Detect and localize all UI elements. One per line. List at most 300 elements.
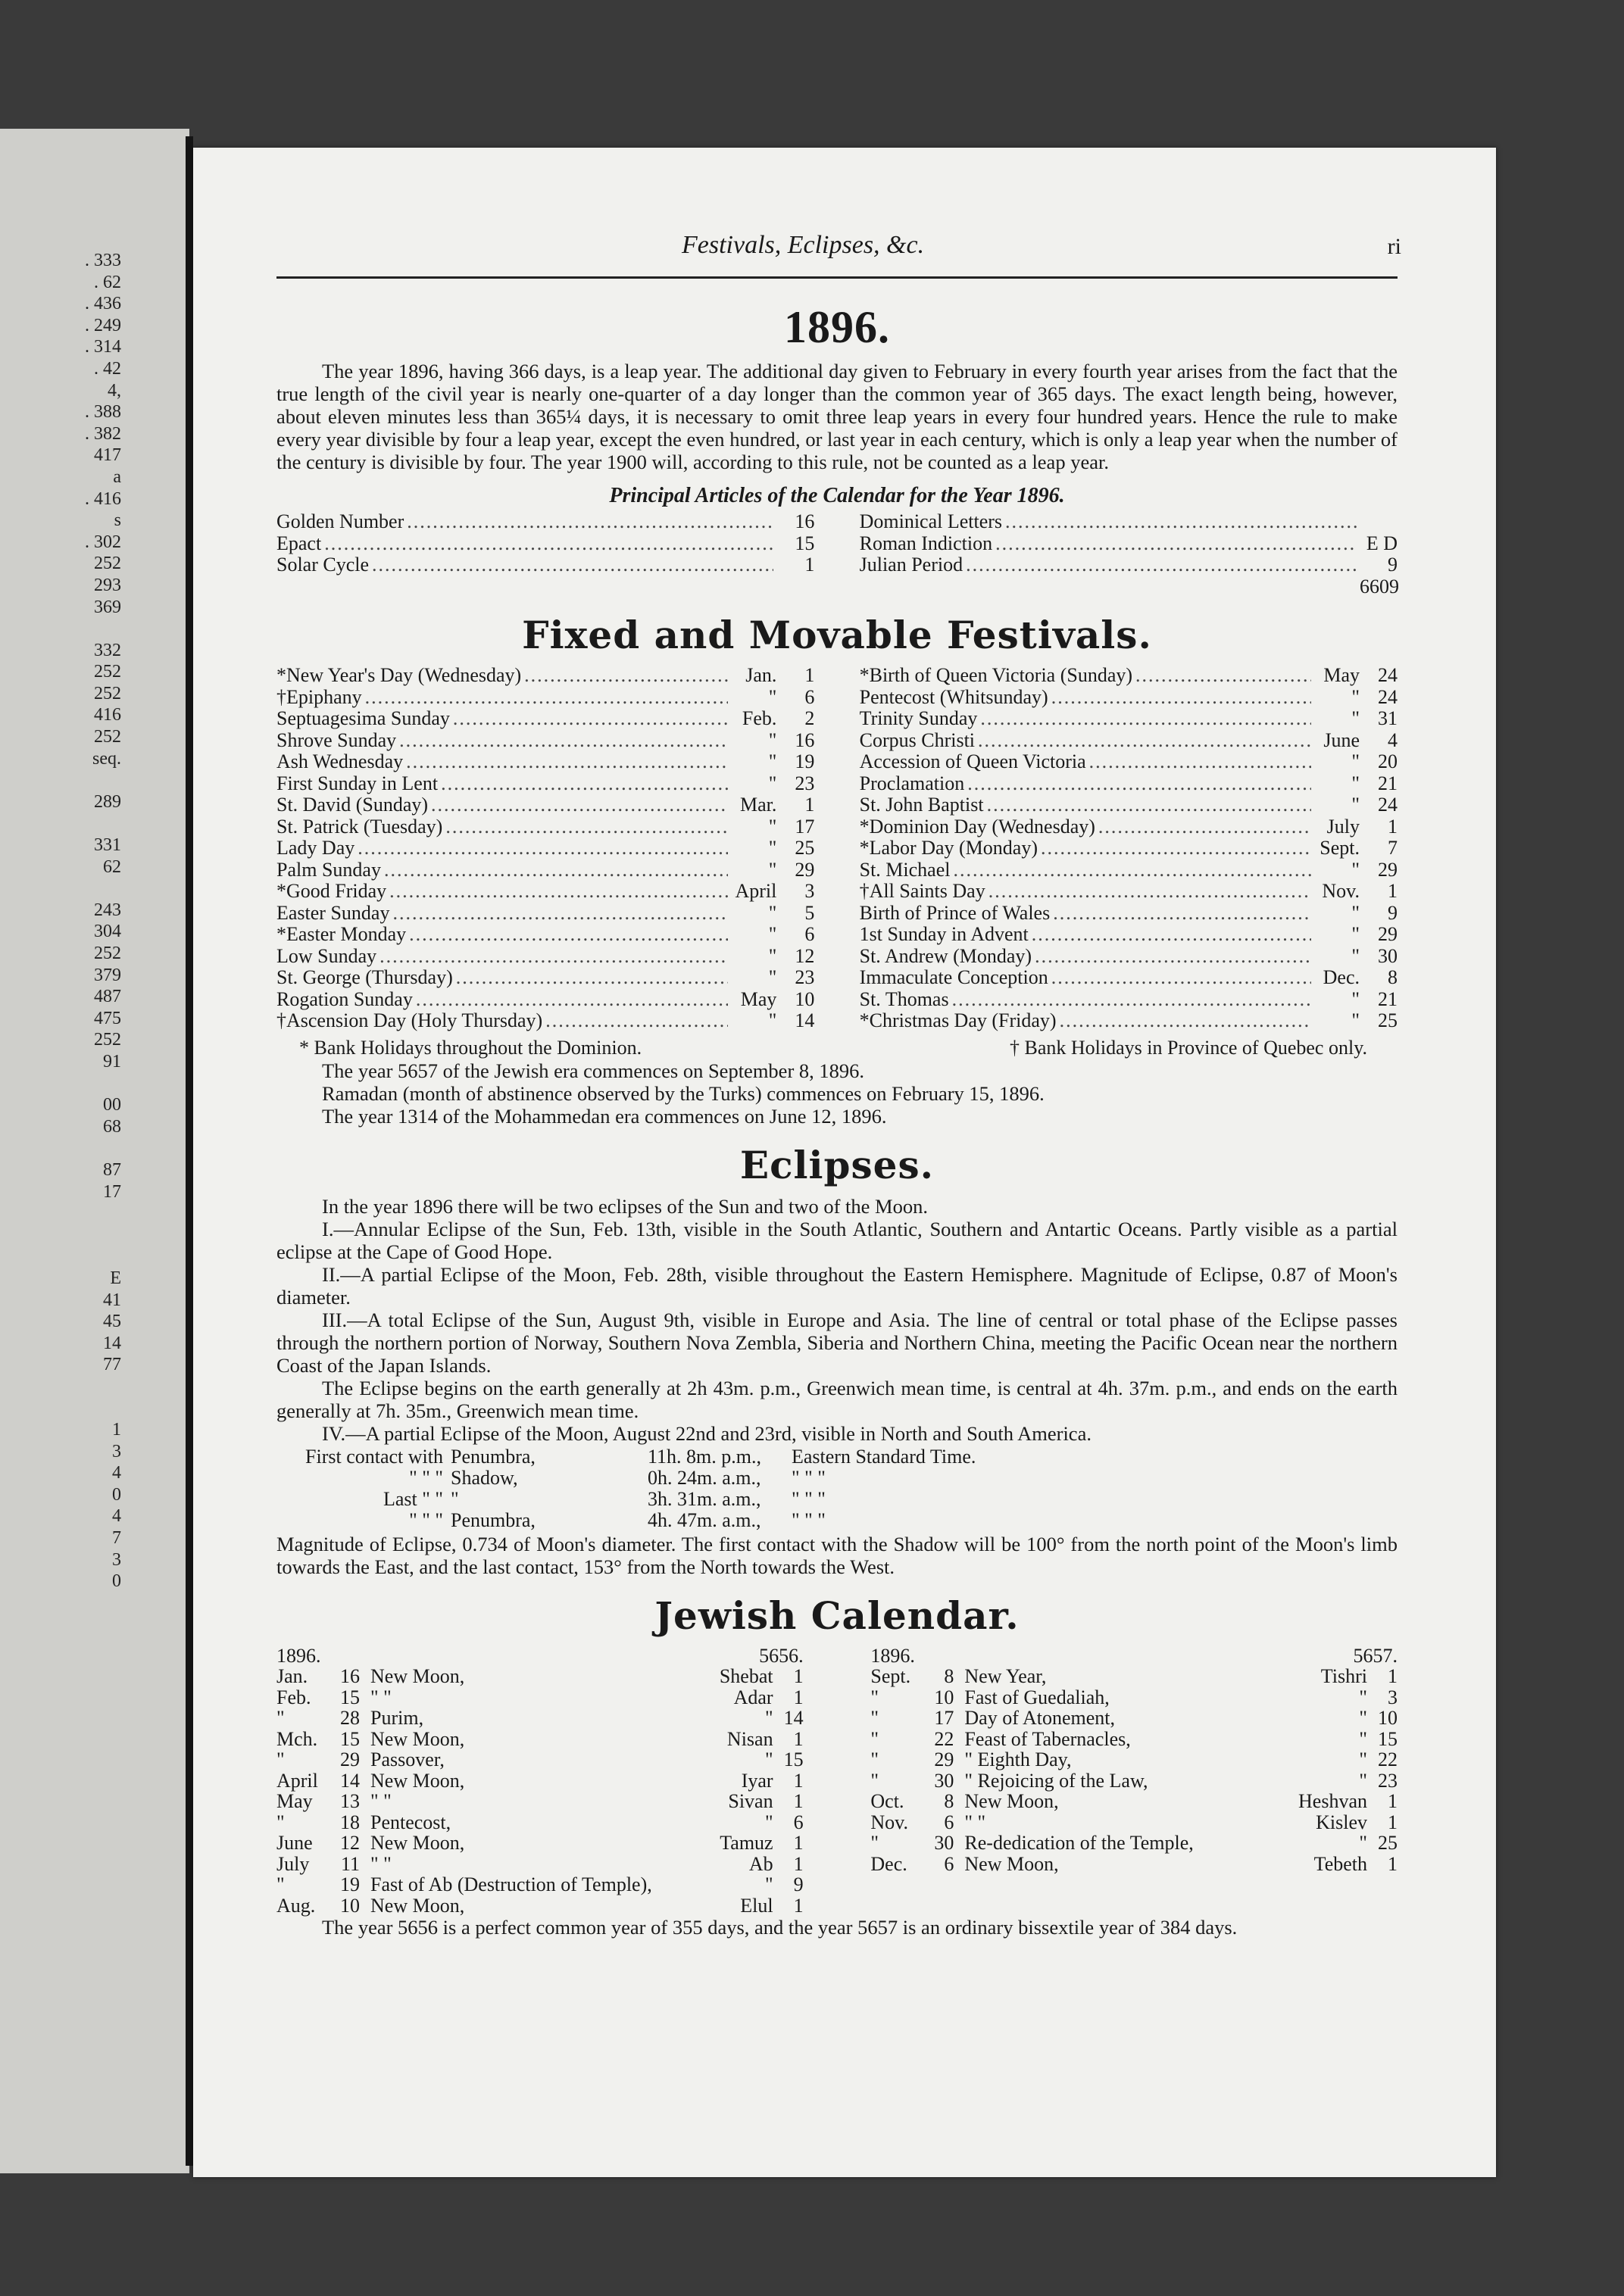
jewish-month: April [276,1769,318,1792]
previous-page-number [0,878,121,900]
festival-month: Dec. [1323,966,1360,988]
contact-label: " " " [409,1508,443,1531]
festival-name: Immaculate Conception [859,966,1048,988]
leader-dots [995,533,1357,555]
jewish-calendar-row [870,1791,1398,1812]
festival-row [276,687,814,709]
festival-month: May [740,987,777,1010]
jewish-left-hebrew-year: 5656. [759,1644,804,1667]
festivals-table [276,665,1398,1032]
jewish-calendar-table [276,1646,1398,1917]
bank-holiday-notes [276,1037,1398,1059]
previous-page-number: 487 [94,987,121,1007]
previous-page-number: 252 [94,554,121,574]
jewish-calendar-row [276,1833,804,1854]
contact-time: 11h. 8m. p.m., [648,1445,761,1468]
contact-label: " " " [409,1466,443,1489]
leader-dots [1051,967,1311,989]
hebrew-day: 22 [1378,1749,1398,1770]
festival-name: †Epiphany [276,685,362,708]
previous-page-number: . 382 [85,423,121,444]
jewish-event: New Moon, [370,1665,465,1687]
previous-page-number: 379 [94,965,121,985]
festival-day: 1 [1388,815,1398,838]
leader-dots [1005,511,1357,533]
previous-page-number: . 388 [85,402,121,423]
leader-dots [416,989,729,1011]
eclipse-four: IV.—A partial Eclipse of the Moon, August 22nd and 23rd, visible in North and South America. [322,1421,1092,1445]
festival-row [860,1010,1398,1032]
jewish-month: " [870,1769,879,1792]
previous-page-number: . 333 [85,251,121,270]
festival-name: St. John Baptist [859,794,984,816]
festival-row [860,967,1398,989]
previous-page-number: 1 [112,1420,121,1440]
principal-articles-title: Principal Articles of the Calendar for the Year 1896. [609,484,1065,507]
jewish-month: " [276,1707,285,1729]
leader-dots [1053,903,1311,925]
jewish-calendar-row [870,1770,1398,1792]
festival-month: " [1351,750,1360,772]
header-rule [276,276,1398,279]
jewish-month: " [276,1811,285,1833]
festival-month: " [768,1009,777,1031]
contact-label: First contact with [305,1445,443,1468]
hebrew-month: Nisan [726,1727,773,1750]
previous-page-number: 41 [103,1290,121,1310]
previous-page-number: . 314 [85,337,121,357]
principal-article-value: E D [1366,532,1398,554]
festival-month: " [1351,794,1360,816]
festival-day: 17 [795,815,815,838]
festival-name: 1st Sunday in Advent [859,923,1029,945]
leader-dots [980,708,1311,730]
leader-dots [1032,924,1311,946]
festival-month: Mar. [740,794,777,816]
leader-dots [324,533,773,555]
jewish-month: Dec. [870,1852,907,1875]
year-title: 1896. [784,302,890,352]
jewish-calendar-row [870,1708,1398,1729]
jewish-calendar-row [870,1854,1398,1875]
festival-row [860,859,1398,881]
hebrew-month: Sivan [728,1790,773,1812]
jewish-calendar-row [870,1833,1398,1854]
previous-page-number: 252 [94,1030,121,1050]
jewish-calendar-row [276,1895,804,1917]
previous-page-number [0,1137,121,1159]
bank-note-quebec: † Bank Holidays in Province of Quebec only. [1010,1036,1367,1059]
leader-dots [988,881,1311,903]
jewish-day: 11 [340,1852,360,1875]
leader-dots [545,1010,728,1032]
jewish-event: Purim, [370,1707,424,1729]
leader-dots [379,946,728,968]
festival-month: " [1351,1009,1360,1031]
previous-page-number: 68 [103,1116,121,1137]
jewish-calendar-row [276,1708,804,1729]
previous-page-number: 17 [103,1181,121,1202]
leader-dots [1135,665,1311,687]
festival-row [860,708,1398,730]
festival-month: " [1351,944,1360,967]
jewish-month: " [870,1727,879,1750]
leader-dots [365,687,729,709]
hebrew-month: " [764,1707,773,1729]
leader-dots [1060,1010,1311,1032]
previous-page-number: 293 [94,575,121,595]
festival-name: Septuagesima Sunday [276,707,450,729]
jewish-month: " [276,1749,285,1770]
hebrew-month: " [1359,1686,1367,1708]
festival-row [276,730,814,752]
jewish-event: " " [370,1852,392,1875]
festival-day: 9 [1388,901,1398,924]
festival-name: Easter Sunday [276,901,390,924]
principal-article-value: 9 [1388,554,1398,576]
previous-page-number [0,1203,121,1224]
leader-dots [453,708,728,730]
jewish-event: New Moon, [370,1727,465,1750]
jewish-calendar-row [276,1770,804,1792]
jewish-right-rows [870,1666,1398,1874]
festival-name: Proclamation [859,772,965,794]
leader-dots [431,794,728,816]
principal-articles-table [276,511,1398,597]
festival-day: 24 [1378,685,1398,708]
festival-month: " [768,772,777,794]
jewish-day: 18 [340,1811,360,1833]
jewish-calendar-row [276,1666,804,1687]
festival-row [860,665,1398,687]
leader-dots [987,794,1311,816]
previous-page-number: s [114,510,121,531]
festival-row [860,816,1398,838]
jewish-event: New Moon, [964,1852,1059,1875]
festival-name: St. Thomas [859,987,949,1010]
festival-row [860,924,1398,946]
festival-month: " [768,728,777,751]
hebrew-day: 1 [793,1894,804,1917]
festival-name: St. Patrick (Tuesday) [276,815,443,838]
jewish-calendar-row [870,1687,1398,1708]
jewish-day: 13 [340,1790,360,1812]
hebrew-day: 1 [793,1665,804,1687]
festival-name: *Birth of Queen Victoria (Sunday) [859,664,1133,686]
previous-page-number: seq. [92,748,121,769]
contact-phase: " [451,1487,459,1510]
festival-row [860,773,1398,795]
hebrew-month: Adar [733,1686,773,1708]
hebrew-day: 15 [783,1749,804,1770]
jewish-event: Pentecost, [370,1811,451,1833]
jewish-day: 15 [340,1686,360,1708]
festival-month: " [1351,685,1360,708]
festival-day: 29 [1378,923,1398,945]
principal-articles-left [276,511,814,597]
leader-dots [384,859,728,881]
previous-page-number: . 416 [85,488,121,509]
previous-page-number [0,769,121,791]
festival-name: *Christmas Day (Friday) [859,1009,1057,1031]
festival-month: " [768,923,777,945]
leader-dots [456,967,729,989]
leader-dots [1098,816,1311,838]
principal-article-label: Dominical Letters [859,510,1003,532]
festival-row [276,989,814,1011]
festival-month: Feb. [742,707,777,729]
contact-time: 3h. 31m. a.m., [648,1487,761,1510]
contact-row [276,1489,1398,1510]
festival-row [860,794,1398,816]
magnitude-paragraph: Magnitude of Eclipse, 0.734 of Moon's diameter. The first contact with the Shadow will be 100° from the north point of the Moon's limb towards the East, and the last contact, 153° from the North towards the West. [276,1532,1398,1578]
festival-row [860,730,1398,752]
page-number: ri [1387,234,1401,259]
festival-month: " [1351,772,1360,794]
leader-dots [406,751,728,773]
previous-page-number: 289 [94,791,121,812]
festival-row [276,924,814,946]
previous-page-number: . 302 [85,532,121,552]
eclipse-three-times: The Eclipse begins on the earth generally at 2h 43m. p.m., Greenwich mean time, is central at 4h. 37m. p.m., and ends on the earth generally at 7h. 35m., Greenwich mean time. [276,1376,1398,1422]
era-note-jewish: The year 5657 of the Jewish era commences on September 8, 1896. [322,1059,865,1082]
jewish-month: " [870,1749,879,1770]
contact-phase: Shadow, [451,1466,518,1489]
leader-dots [372,554,773,576]
principal-article-row [276,533,814,555]
festival-day: 5 [804,901,815,924]
previous-page-number [0,813,121,834]
running-header [276,231,1401,276]
jewish-month: Aug. [276,1894,316,1917]
festival-day: 23 [795,772,815,794]
hebrew-day: 1 [1388,1852,1398,1875]
festival-month: " [1351,987,1360,1010]
festival-name: Rogation Sunday [276,987,413,1010]
hebrew-month: Heshvan [1298,1790,1367,1812]
festival-name: *Good Friday [276,880,387,902]
principal-article-label: Golden Number [276,510,404,532]
jewish-event: New Moon, [370,1894,465,1917]
hebrew-day: 1 [793,1769,804,1792]
contact-time: 4h. 47m. a.m., [648,1508,761,1531]
jewish-event: " Rejoicing of the Law, [964,1769,1148,1792]
jewish-left-rows [276,1666,804,1916]
hebrew-day: 1 [1388,1811,1398,1833]
jewish-month: May [276,1790,313,1812]
hebrew-month: " [1359,1769,1367,1792]
principal-article-row [860,554,1398,576]
festival-name: Trinity Sunday [859,707,978,729]
jewish-month: June [276,1832,313,1854]
previous-page-number: 62 [103,856,121,877]
jewish-day: 17 [934,1707,954,1729]
festival-row [276,967,814,989]
leader-dots [392,903,728,925]
festival-day: 3 [804,880,815,902]
principal-article-value: 6609 [1360,575,1399,597]
jewish-day: 30 [934,1769,954,1792]
contact-phase: Penumbra, [451,1508,536,1531]
festival-month: Sept. [1320,837,1360,859]
festival-month: " [768,837,777,859]
previous-page-number: 332 [94,640,121,660]
festival-month: " [768,815,777,838]
festival-month: " [768,901,777,924]
previous-page-number: 252 [94,944,121,963]
festival-day: 21 [1378,772,1398,794]
festival-day: 16 [795,728,815,751]
jewish-calendar-row [276,1791,804,1812]
jewish-left-civil-year: 1896. [276,1644,321,1667]
jewish-event: Feast of Tabernacles, [964,1727,1131,1750]
hebrew-month: Kislev [1316,1811,1367,1833]
previous-page-number: 252 [94,662,121,682]
festival-month: " [768,858,777,881]
festival-name: St. David (Sunday) [276,794,429,816]
leader-dots [953,859,1311,881]
hebrew-month: " [764,1811,773,1833]
festival-name: *Dominion Day (Wednesday) [859,815,1095,838]
jewish-calendar-row [870,1749,1398,1770]
jewish-event: New Moon, [370,1769,465,1792]
eclipse-three: III.—A total Eclipse of the Sun, August 9th, visible in Europe and Asia. The line of central or total phase of the Eclipse passes through the northern portion of Norway, Southern Nova Zembla, Siberia and Northern China, meeting the Pacific Ocean near the northern Coast of the Japan Islands. [276,1308,1398,1377]
jewish-event: Fast of Guedaliah, [964,1686,1110,1708]
previous-page-index-column [0,250,121,1593]
eclipse-contacts-table [276,1446,1398,1531]
leader-dots [524,665,728,687]
festival-row [276,751,814,773]
festival-row [860,989,1398,1011]
festival-day: 2 [804,707,815,729]
previous-page-number: . 436 [85,294,121,314]
festival-day: 14 [795,1009,815,1031]
hebrew-day: 14 [783,1707,804,1729]
jewish-calendar-row [870,1666,1398,1687]
hebrew-day: 3 [1388,1686,1398,1708]
festival-month: July [1326,815,1360,838]
running-title: Festivals, Eclipses, &c. [682,231,925,259]
leader-dots [445,816,728,838]
contact-row [276,1468,1398,1489]
festival-month: " [768,944,777,967]
festival-row [860,751,1398,773]
festival-month: " [1351,858,1360,881]
festival-name: *New Year's Day (Wednesday) [276,664,522,686]
festival-day: 1 [804,794,815,816]
jewish-calendar-row [276,1812,804,1833]
jewish-left-column [276,1646,804,1917]
leader-dots [978,730,1311,752]
jewish-month: Oct. [870,1790,904,1812]
leader-dots [1041,838,1311,859]
festival-row [276,794,814,816]
festival-name: First Sunday in Lent [276,772,439,794]
eclipse-intro: In the year 1896 there will be two eclipses of the Sun and two of the Moon. [322,1194,928,1218]
leader-dots [1035,946,1311,968]
festival-row [276,946,814,968]
festival-day: 7 [1388,837,1398,859]
jewish-day: 15 [340,1727,360,1750]
bank-note-dominion: * Bank Holidays throughout the Dominion. [299,1036,642,1059]
jewish-right-header [870,1646,1398,1667]
jewish-month: Jan. [276,1665,308,1687]
festival-day: 19 [795,750,815,772]
hebrew-day: 25 [1378,1832,1398,1854]
jewish-event: New Moon, [370,1832,465,1854]
jewish-event: Fast of Ab (Destruction of Temple), [370,1873,652,1895]
contact-zone: " " " [792,1508,826,1531]
festival-day: 10 [795,987,815,1010]
festival-day: 31 [1378,707,1398,729]
festival-month: " [1351,901,1360,924]
festival-name: †Ascension Day (Holy Thursday) [276,1009,543,1031]
jewish-month: Feb. [276,1686,311,1708]
hebrew-month: " [1359,1727,1367,1750]
closing-paragraph: The year 5656 is a perfect common year of 355 days, and the year 5657 is an ordinary bissextile year of 384 days. [322,1916,1238,1939]
principal-article-label: Roman Indiction [859,532,993,554]
document-page [193,148,1496,2177]
festival-notes [276,1037,1398,1128]
festival-name: Pentecost (Whitsunday) [859,685,1048,708]
hebrew-day: 10 [1378,1707,1398,1729]
principal-article-label: Epact [276,532,322,554]
festivals-title: Fixed and Movable Festivals. [522,613,1152,657]
hebrew-month: Shebat [719,1665,773,1687]
previous-page-number: 331 [94,835,121,856]
principal-article-row [860,511,1398,533]
previous-page-number: 304 [94,922,121,942]
jewish-event: Day of Atonement, [964,1707,1115,1729]
festival-day: 24 [1378,664,1398,686]
previous-page-number: 3 [112,1549,121,1570]
festival-day: 8 [1388,966,1398,988]
contact-zone: " " " [792,1466,826,1489]
principal-article-value: 1 [804,554,815,576]
festival-row [276,903,814,925]
previous-page-number [0,1397,121,1419]
contact-zone: " " " [792,1487,826,1510]
festival-day: 24 [1378,794,1398,816]
jewish-month: " [870,1686,879,1708]
previous-page-number: 4, [108,380,121,401]
previous-page-number: 243 [94,900,121,920]
festival-name: *Labor Day (Monday) [859,837,1038,859]
leader-dots [409,924,728,946]
previous-page-number: . 62 [94,272,121,292]
leader-dots [967,773,1311,795]
jewish-day: 8 [944,1790,954,1812]
festival-day: 25 [1378,1009,1398,1031]
previous-page-number: 4 [112,1463,121,1483]
contact-phase: Penumbra, [451,1445,536,1468]
previous-page-number: 87 [103,1159,121,1180]
festival-month: April [735,880,777,902]
previous-page-number: 252 [94,727,121,747]
leader-dots [399,730,728,752]
festival-name: Lady Day [276,837,355,859]
hebrew-month: " [764,1749,773,1770]
festival-name: Ash Wednesday [276,750,404,772]
hebrew-day: 1 [1388,1665,1398,1687]
leader-dots [358,838,728,859]
book-gutter [186,136,193,2166]
festival-month: May [1323,664,1360,686]
jewish-calendar-row [276,1687,804,1708]
hebrew-month: Tishri [1320,1665,1367,1687]
festival-month: " [1351,707,1360,729]
festival-month: June [1323,728,1360,751]
